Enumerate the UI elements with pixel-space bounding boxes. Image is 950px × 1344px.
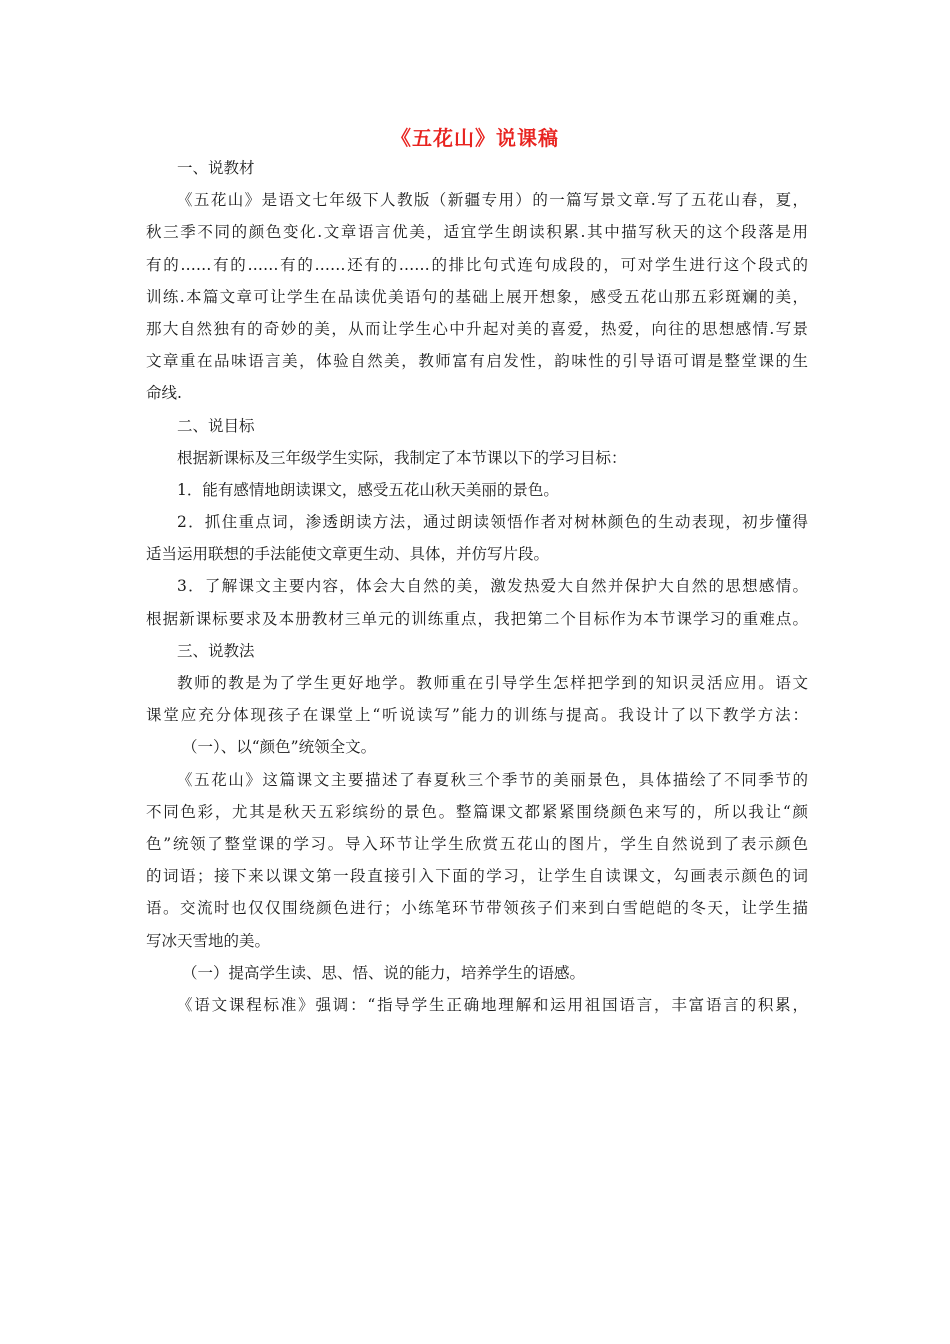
text-line: 色”统领了整堂课的学习。导入环节让学生欣赏五花山的图片，学生自然说到了表示颜色 <box>146 834 808 853</box>
text-line: 课堂应充分体现孩子在课堂上“听说读写”能力的训练与提高。我设计了以下教学方法： <box>146 706 808 725</box>
text-line: （一）、以“颜色”统领全文。 <box>182 738 377 757</box>
text-line: 根据新课标及三年级学生实际，我制定了本节课以下的学习目标： <box>177 448 627 467</box>
text-line: 二、说目标 <box>177 416 255 435</box>
text-line: 秋三季不同的颜色变化.文章语言优美，适宜学生朗读积累.其中描写秋天的这个段落是用 <box>146 223 808 242</box>
text-line: 教师的教是为了学生更好地学。教师重在引导学生怎样把学到的知识灵活应用。语文 <box>177 674 808 692</box>
text-line: 3．了解课文主要内容，体会大自然的美，激发热爱大自然并保护大自然的思想感情。 <box>177 577 808 596</box>
text-line: 写冰天雪地的美。 <box>146 931 271 950</box>
text-line: 训练.本篇文章可让学生在品读优美语句的基础上展开想象，感受五花山那五彩斑斓的美， <box>146 287 808 306</box>
text-line: 文章重在品味语言美，体验自然美，教师富有启发性，韵味性的引导语可谓是整堂课的生 <box>146 352 808 371</box>
document-title: 《五花山》说课稿 <box>391 126 559 150</box>
text-line: 根据新课标要求及本册教材三单元的训练重点，我把第二个目标作为本节课学习的重难点。 <box>146 609 808 628</box>
text-line: 那大自然独有的奇妙的美，从而让学生心中升起对美的喜爱，热爱，向往的思想感情.写景 <box>146 319 808 338</box>
document-body <box>146 152 808 1021</box>
text-line: 有的……有的……有的……还有的……的排比句式连句成段的，可对学生进行这个段式的 <box>146 255 808 274</box>
text-line: 语。交流时也仅仅围绕颜色进行；小练笔环节带领孩子们来到白雪皑皑的冬天，让学生描 <box>146 899 808 918</box>
text-line: 一、说教材 <box>177 159 255 177</box>
text-line: 《语文课程标准》强调：“指导学生正确地理解和运用祖国语言，丰富语言的积累， <box>177 995 808 1014</box>
text-line: （一）提高学生读、思、悟、说的能力，培养学生的语感。 <box>182 963 586 982</box>
text-line: 的词语；接下来以课文第一段直接引入下面的学习，让学生自读课文，勾画表示颜色的词 <box>146 867 808 886</box>
text-line: 三、说教法 <box>177 641 255 660</box>
text-line: 适当运用联想的手法能使文章更生动、具体，并仿写片段。 <box>146 545 550 564</box>
text-line: 2．抓住重点词，渗透朗读方法，通过朗读领悟作者对树林颜色的生动表现，初步懂得 <box>177 513 808 532</box>
text-line: 《五花山》是语文七年级下人教版（新疆专用）的一篇写景文章.写了五花山春，夏， <box>177 191 808 210</box>
text-line: 《五花山》这篇课文主要描述了春夏秋三个季节的美丽景色，具体描绘了不同季节的 <box>177 770 808 789</box>
text-line: 1．能有感情地朗读课文，感受五花山秋天美丽的景色。 <box>177 480 559 499</box>
text-line: 命线. <box>146 384 182 403</box>
text-line: 不同色彩，尤其是秋天五彩缤纷的景色。整篇课文都紧紧围绕颜色来写的，所以我让“颜 <box>146 802 808 821</box>
